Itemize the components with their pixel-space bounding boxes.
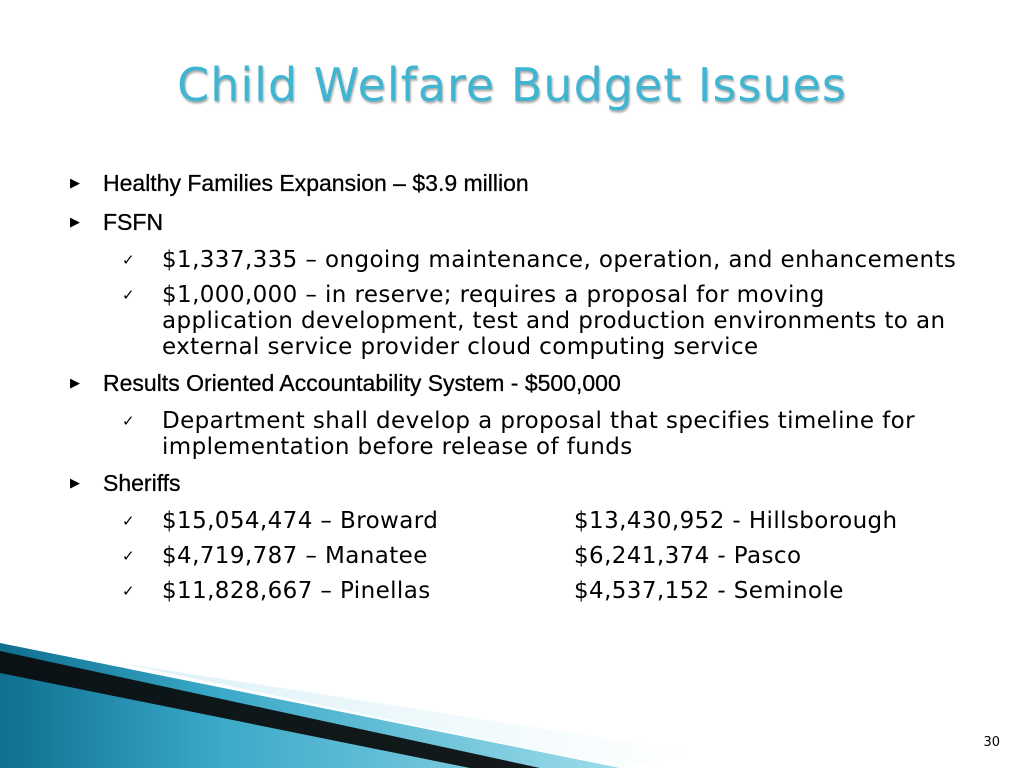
page-number: 30	[983, 735, 1000, 750]
triangle-right-icon: ▶	[70, 215, 80, 230]
bullet-text: Healthy Families Expansion – $3.9 million	[103, 170, 529, 196]
check-icon: ✓	[122, 512, 135, 530]
swoosh-blue	[0, 643, 620, 768]
swoosh-light-band	[120, 663, 700, 768]
sheriff-amount-left: $15,054,474 – Broward	[162, 508, 439, 534]
sheriff-entries	[162, 578, 962, 604]
bullet-text: Sheriffs	[103, 470, 181, 496]
triangle-right-icon: ▶	[70, 176, 80, 191]
swoosh-dark-band	[0, 651, 540, 768]
sheriff-row	[70, 578, 970, 604]
sub-bullet-text: $1,337,335 – ongoing maintenance, operation, and enhancements	[162, 247, 957, 273]
sheriff-row	[70, 508, 970, 534]
sheriff-entries	[162, 508, 962, 534]
sheriff-amount-right: $6,241,374 - Pasco	[574, 543, 802, 569]
bullet-item	[70, 368, 970, 399]
slide-title: Child Welfare Budget Issues	[177, 58, 847, 112]
decorative-swoosh	[0, 643, 1024, 768]
bullet-text: Results Oriented Accountability System - $500,000	[103, 370, 621, 396]
sheriff-row	[70, 543, 970, 569]
triangle-right-icon: ▶	[70, 376, 80, 391]
sheriff-amount-right: $4,537,152 - Seminole	[574, 578, 844, 604]
check-icon: ✓	[122, 286, 135, 304]
sheriff-entries	[162, 543, 962, 569]
bullet-text: FSFN	[103, 209, 164, 235]
check-icon: ✓	[122, 582, 135, 600]
triangle-right-icon: ▶	[70, 476, 80, 491]
sheriff-amount-left: $4,719,787 – Manatee	[162, 543, 428, 569]
sheriff-amount-left: $11,828,667 – Pinellas	[162, 578, 431, 604]
bullet-item	[70, 468, 970, 499]
bullet-list	[70, 160, 970, 604]
sub-bullet-item	[70, 408, 970, 460]
sheriff-amount-right: $13,430,952 - Hillsborough	[574, 508, 898, 534]
check-icon: ✓	[122, 547, 135, 565]
check-icon: ✓	[122, 412, 135, 430]
bullet-item	[70, 168, 970, 199]
sub-bullet-text: Department shall develop a proposal that specifies timeline for implementation before release of funds	[162, 408, 915, 460]
sub-bullet-text: $1,000,000 – in reserve; requires a proposal for moving application development, test and production environments to an external service provider cloud computing service	[162, 282, 946, 360]
check-icon: ✓	[122, 251, 135, 269]
sub-bullet-item	[70, 247, 970, 273]
bullet-item	[70, 207, 970, 238]
sub-bullet-item	[70, 282, 970, 360]
